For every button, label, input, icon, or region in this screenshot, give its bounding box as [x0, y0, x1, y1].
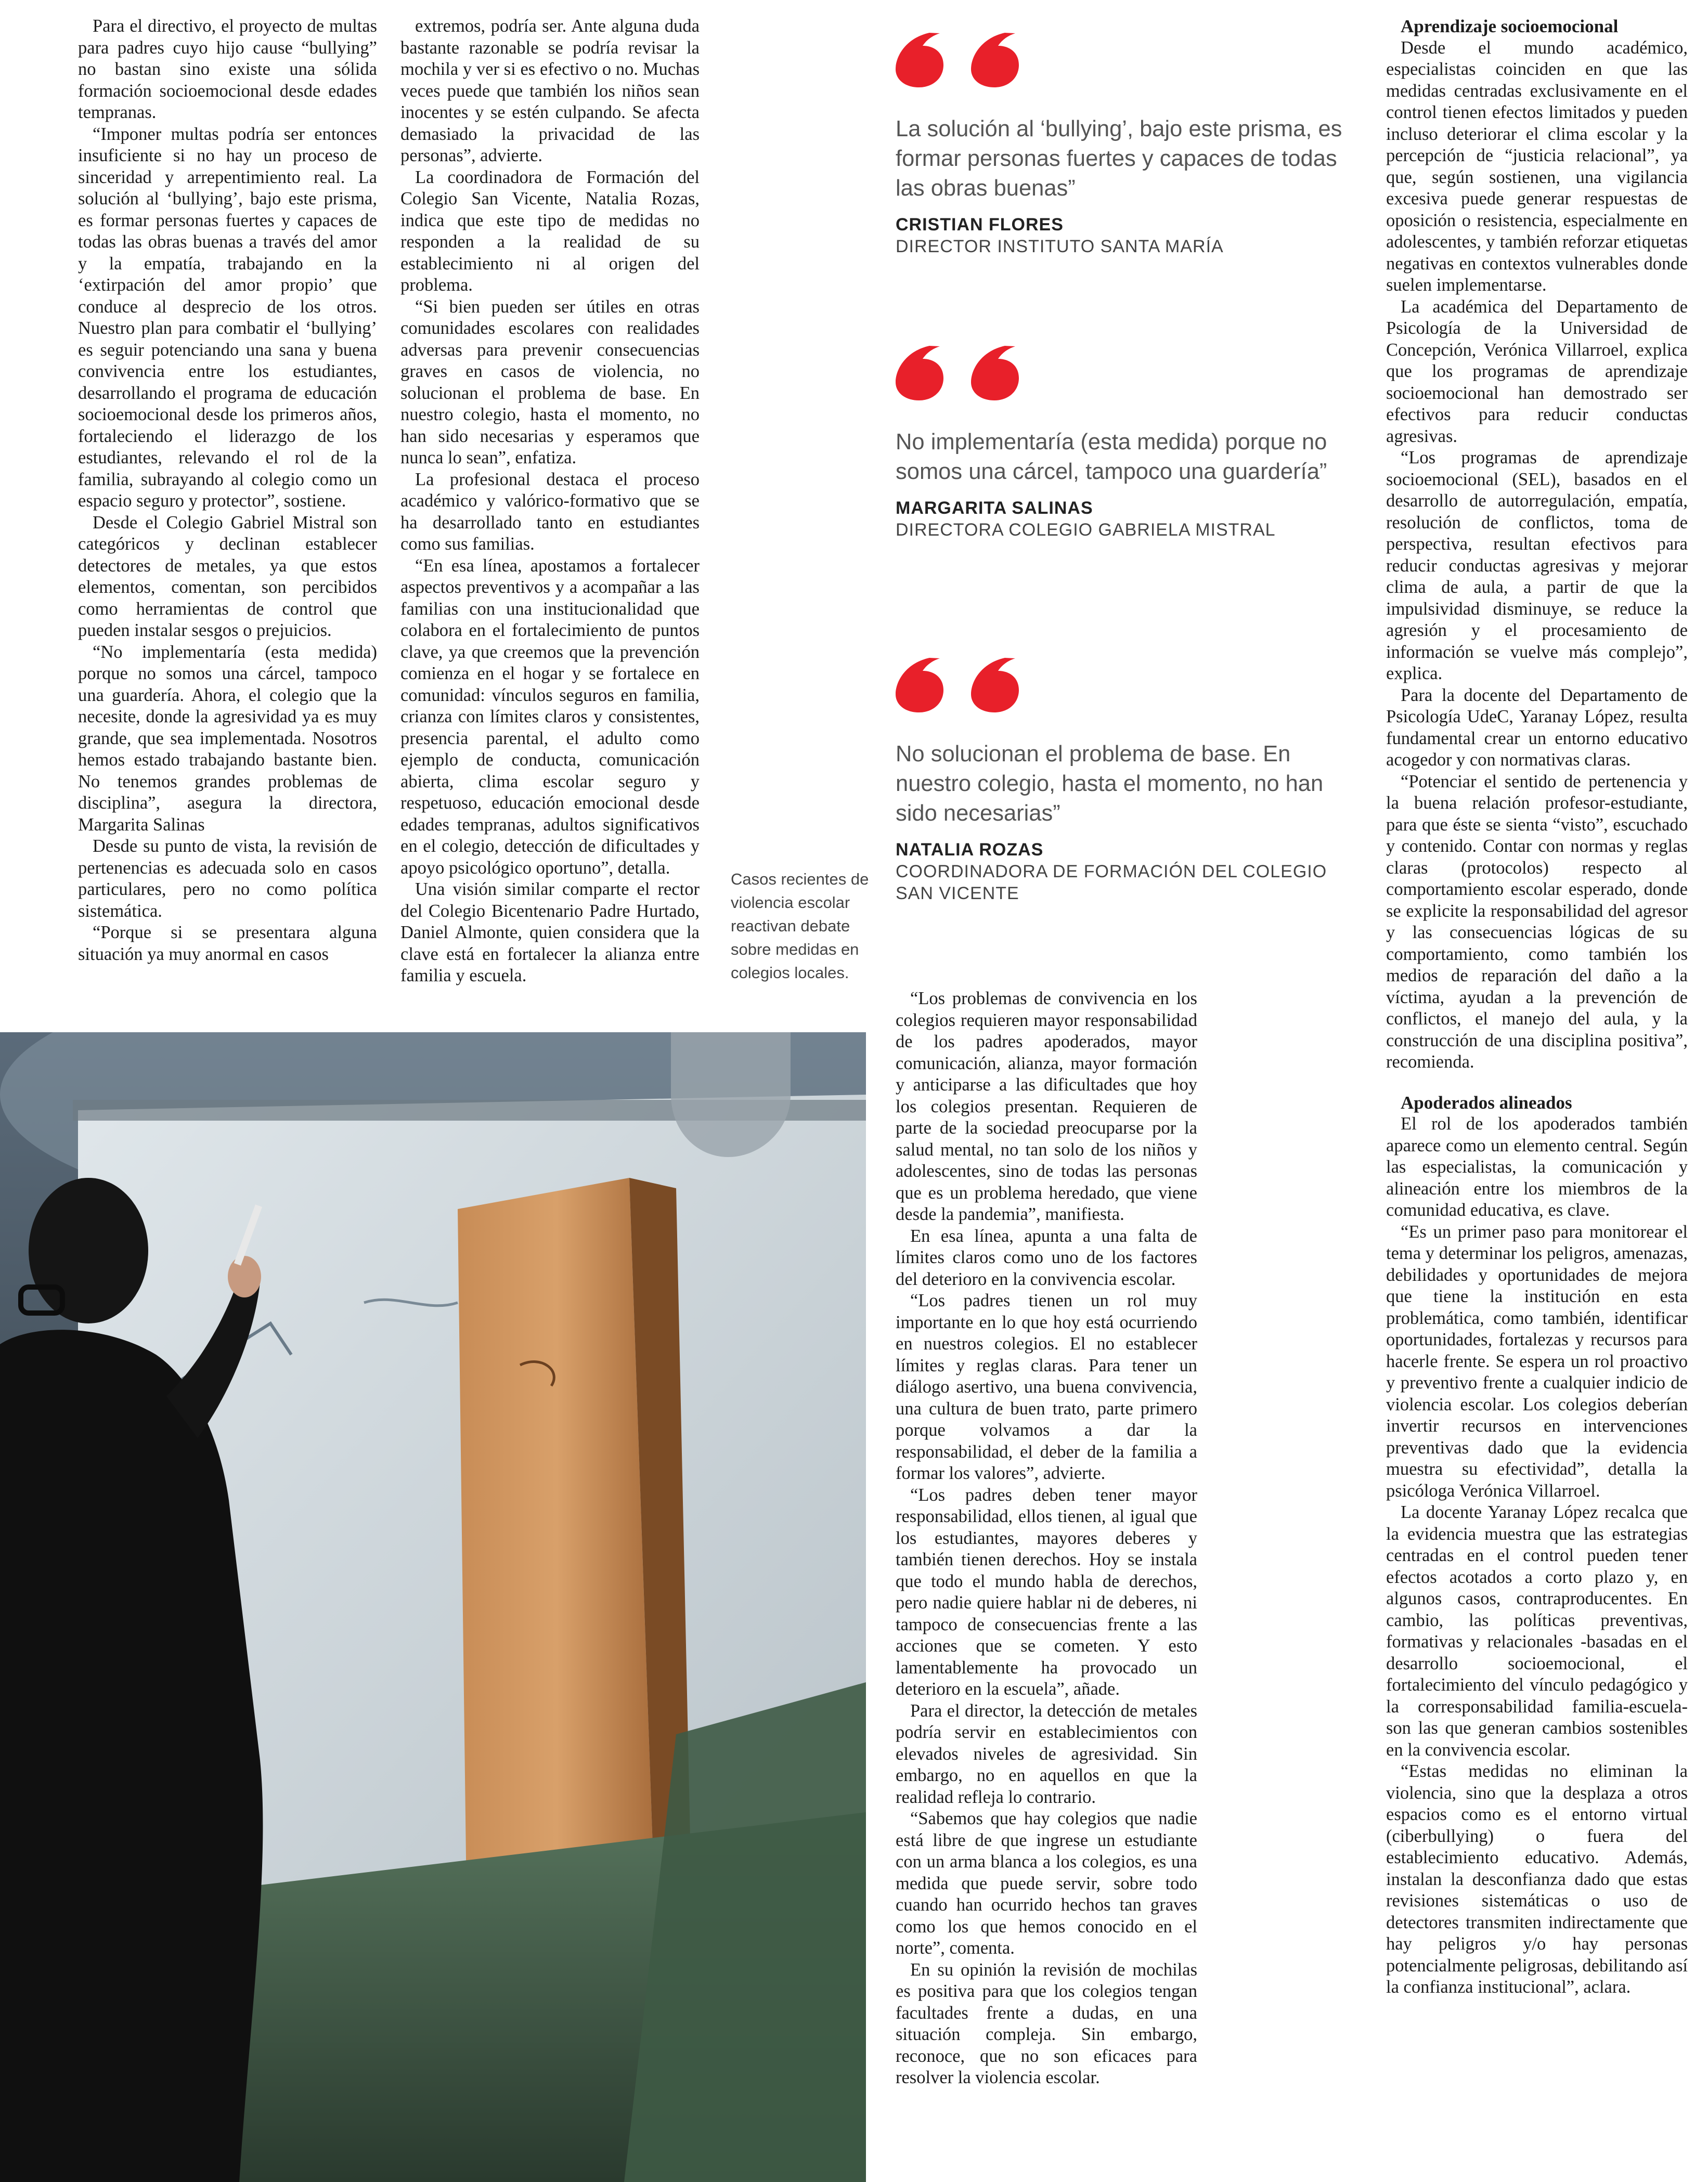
paragraph: “Los padres tienen un rol muy importante en lo que hoy está ocurriendo en nuestros colegios. El no establecer límites y reglas claras. Para tener un diálogo asertivo, una buena convivencia, una cultura de buen trato, parte primero porque volvamos a dar la responsabilidad, el deber de la familia a formar los valores”, advierte.: [896, 1291, 1197, 1483]
paragraph: “Porque si se presentara alguna situación ya muy anormal en casos: [78, 923, 377, 964]
quote-text: La solución al ‘bullying’, bajo este prisma, es formar personas fuertes y capaces de todas las obras buenas”: [896, 116, 1342, 201]
quote-text: No implementaría (esta medida) porque no somos una cárcel, tampoco una guardería”: [896, 430, 1327, 484]
paragraph: El rol de los apoderados también aparece como un elemento central. Según las especialistas, la comunicación y alineación entre los miembros de la comunidad educativa, es clave.: [1386, 1114, 1688, 1220]
paragraph: Desde el Colegio Gabriel Mistral son categóricos y declinan establecer detectores de metales, ya que estos elementos, comentan, son percibidos como herramientas de control que pueden instalar sesgos o prejuicios.: [78, 512, 377, 640]
quote-mark-icon: [896, 640, 1041, 712]
paragraph: Para la docente del Departamento de Psicología UdeC, Yaranay López, resulta fundamental crear un entorno educativo acogedor y con normativas claras.: [1386, 685, 1688, 770]
paragraph: “Los problemas de convivencia en los colegios requieren mayor responsabilidad de los padres apoderados, mayor comunicación, alianza, mayor formación y anticiparse a las dificultades que hoy los colegios presentan. Requieren de parte de la sociedad preocuparse por la salud mental, no tan solo de los niños y adolescentes, sino de todas las personas que es un problema heredado, que viene desde la pandemia”, manifiesta.: [896, 989, 1197, 1224]
section-heading: Apoderados alineados: [1401, 1092, 1572, 1113]
article-column-1: [78, 16, 377, 965]
paragraph: La docente Yaranay López recalca que la evidencia muestra que las estrategias centradas en el control pueden tener efectos acotados a corto plazo y, en algunos casos, contraproducentes. En cambio, las políticas preventivas, formativas y relacionales -basadas en el desarrollo socioemocional, el fortalecimiento del vínculo pedagógico y la corresponsabilidad familia-escuela- son las que generan cambios sostenibles en la convivencia escolar.: [1386, 1502, 1688, 1760]
paragraph: “Estas medidas no eliminan la violencia, sino que la desplaza a otros espacios como es el entorno virtual (ciberbullying) o fuera del establecimiento educativo. Además, instalan la desconfianza dado que estas revisiones sistemáticas o uso de detectores transmiten indirectamente que hay peligros y/o hay personas potencialmente peligrosas, debilitando así la confianza institucional”, aclara.: [1386, 1761, 1688, 1997]
paragraph: “Si bien pueden ser útiles en otras comunidades escolares con realidades adversas para prevenir consecuencias graves en casos de violencia, no solucionan el problema de base. En nuestro colegio, hasta el momento, no han sido necesarias y esperamos que nunca lo sean”, enfatiza.: [400, 296, 700, 467]
paragraph: “Los padres deben tener mayor responsabilidad, ellos tienen, al igual que los estudiantes, mayores deberes y también tienen derechos. Hoy se instala que todo el mundo habla de derechos, pero nadie quiere hablar ni de deberes, ni tampoco de consecuencias frente a las acciones que se cometen. Y esto lamentablemente ha provocado un deterioro en la escuela”, añade.: [896, 1485, 1197, 1699]
quote-author: CRISTIAN FLORES: [896, 215, 1064, 235]
quote-author-role: COORDINADORA DE FORMACIÓN DEL COLEGIO SAN VICENTE: [896, 862, 1327, 903]
paragraph: extremos, podría ser. Ante alguna duda bastante razonable se podría revisar la mochila y ver si es efectivo o no. Muchas veces puede que también los niños sean inocentes y se estén culpando. Se afecta demasiado la privacidad de las personas”, advierte.: [400, 16, 700, 165]
paragraph: En esa línea, apunta a una falta de límites claros como uno de los factores del deterioro en la convivencia escolar.: [896, 1226, 1197, 1289]
paragraph: Desde su punto de vista, la revisión de pertenencias es adecuada solo en casos particulares, pero no como política sistemática.: [78, 836, 377, 921]
paragraph: “En esa línea, apostamos a fortalecer aspectos preventivos y a acompañar a las familias con una institucionalidad que colabora en el fortalecimiento de puntos clave, ya que creemos que la prevención comienza en el hogar y se fortalece en comunidad: vínculos seguros en familia, crianza con límites claros y consistentes, presencia parental, el adulto como ejemplo de conducta, comunicación abierta, clima escolar seguro y respetuoso, educación emocional desde edades tempranas, adultos significativos en el colegio, detección de dificultades y apoyo psicológico oportuno”, detalla.: [400, 555, 700, 878]
paragraph: La académica del Departamento de Psicología de la Universidad de Concepción, Verónica Villarroel, explica que los programas de aprendizaje socioemocional han demostrado ser efectivos para reducir conductas agresivas.: [1386, 296, 1688, 446]
paragraph: “Potenciar el sentido de pertenencia y la buena relación profesor-estudiante, para que éste se sienta “visto”, escuchado y contenido. Contar con normas y reglas claras (protocolos) respecto al comportamiento escolar esperado, donde se explicite la responsabilidad del agresor y las consecuencias lógicas de su comportamiento, como también los medios de reparación del daño a la víctima, ayudan a la prevención de conflictos, el manejo del aula, y la construcción de una disciplina positiva”, recomienda.: [1386, 771, 1688, 1072]
quote-author-role: DIRECTOR INSTITUTO SANTA MARÍA: [896, 237, 1224, 256]
paragraph: “Sabemos que hay colegios que nadie está libre de que ingrese un estudiante con un arma blanca a los colegios, es una medida que puede servir, sobre todo cuando han ocurrido hechos tan graves como los que hemos conocido en el norte”, comenta.: [896, 1809, 1197, 1958]
paragraph: En su opinión la revisión de mochilas es positiva para que los colegios tengan facultades frente a dudas, en una situación compleja. Sin embargo, reconoce, que no son eficaces para resolver la violencia escolar.: [896, 1959, 1197, 2087]
paragraph: Para el director, la detección de metales podría servir en establecimientos con elevados niveles de agresividad. Sin embargo, no en aquellos en que la realidad refleja lo contrario.: [896, 1700, 1197, 1807]
paragraph: “Es un primer paso para monitorear el tema y determinar los peligros, amenazas, debilidades y oportunidades de mejora que tiene la institución en esta problemática, como también, identificar oportunidades, fortalezas y recursos para hacerle frente. Se espera un rol proactivo y preventivo frente a cualquier indicio de violencia escolar. Los colegios deberían invertir recursos en intervenciones preventivas dado que la evidencia muestra su efectividad”, detalla la psicóloga Verónica Villarroel.: [1386, 1222, 1688, 1501]
quote-author-role: DIRECTORA COLEGIO GABRIELA MISTRAL: [896, 520, 1276, 540]
quote-text: No solucionan el problema de base. En nuestro colegio, hasta el momento, no han sido necesarias”: [896, 742, 1324, 826]
pull-quote-2: [896, 328, 1364, 541]
section-heading: Aprendizaje socioemocional: [1401, 16, 1619, 36]
pull-quote-3: [896, 640, 1364, 904]
paragraph: “Los programas de aprendizaje socioemocional (SEL), basados en el desarrollo de autorregulación, empatía, resolución de conflictos, toma de perspectiva, resultan efectivos para reducir conductas agresivas y mejorar clima de aula, a partir de que la impulsividad disminuye, se reduce la agresión y el procesamiento de información se vuelve más complejo”, explica.: [1386, 448, 1688, 683]
paragraph: Desde el mundo académico, especialistas coinciden en que las medidas centradas exclusivamente en el control tienen efectos limitados y pueden incluso deteriorar el clima escolar y la percepción de “justicia relacional”, ya que, según sostienen, una vigilancia excesiva puede generar respuestas de oposición o resistencia, especialmente en adolescentes, y también reforzar etiquetas negativas en contextos vulnerables donde suelen implementarse.: [1386, 37, 1688, 295]
pull-quote-1: [896, 15, 1364, 257]
paragraph: La profesional destaca el proceso académico y valórico-formativo que se ha desarrollado tanto en estudiantes como sus familias.: [400, 469, 700, 554]
article-column-3: [896, 988, 1197, 2089]
quote-author: MARGARITA SALINAS: [896, 498, 1093, 518]
paragraph: Para el directivo, el proyecto de multas para padres cuyo hijo cause “bullying” no bastan sino existe una sólida formación socioemocional desde edades tempranas.: [78, 16, 377, 122]
photo-caption: Casos recientes de violencia escolar reactivan debate sobre medidas en colegios locales.: [731, 870, 869, 982]
paragraph: La coordinadora de Formación del Colegio San Vicente, Natalia Rozas, indica que este tipo de medidas no responden a la realidad de su establecimiento ni al origen del problema.: [400, 167, 700, 295]
quote-author: NATALIA ROZAS: [896, 840, 1044, 860]
article-column-4: [1386, 16, 1688, 1998]
paragraph: “No implementaría (esta medida) porque no somos una cárcel, tampoco una guardería. Ahora, el colegio que la necesite, donde la agresividad ya es muy grande, que sea implementada. Nosotros hemos estado trabajando bastante bien. No tenemos grandes problemas de disciplina”, asegura la directora, Margarita Salinas: [78, 642, 377, 835]
quote-mark-icon: [896, 328, 1041, 400]
quote-mark-icon: [896, 15, 1041, 87]
article-column-2: [400, 16, 700, 987]
article-photo: [0, 1032, 866, 2182]
paragraph: “Imponer multas podría ser entonces insuficiente si no hay un proceso de sinceridad y arrepentimiento real. La solución al ‘bullying’, bajo este prisma, es formar personas fuertes y capaces de todas las obras buenas a través del amor y la empatía, trabajando en la ‘extirpación del amor propio’ que conduce al desprecio de los otros. Nuestro plan para combatir el ‘bullying’ es seguir potenciando una sana y buena convivencia entre los estudiantes, desarrollando el programa de educación socioemocional desde los primeros años, fortaleciendo el liderazgo de los estudiantes, relevando el rol de la familia, subrayando al colegio como un espacio seguro y protector”, sostiene.: [78, 124, 377, 511]
paragraph: Una visión similar comparte el rector del Colegio Bicentenario Padre Hurtado, Daniel Almonte, quien considera que la clave está en fortalecer la alianza entre familia y escuela.: [400, 879, 700, 985]
